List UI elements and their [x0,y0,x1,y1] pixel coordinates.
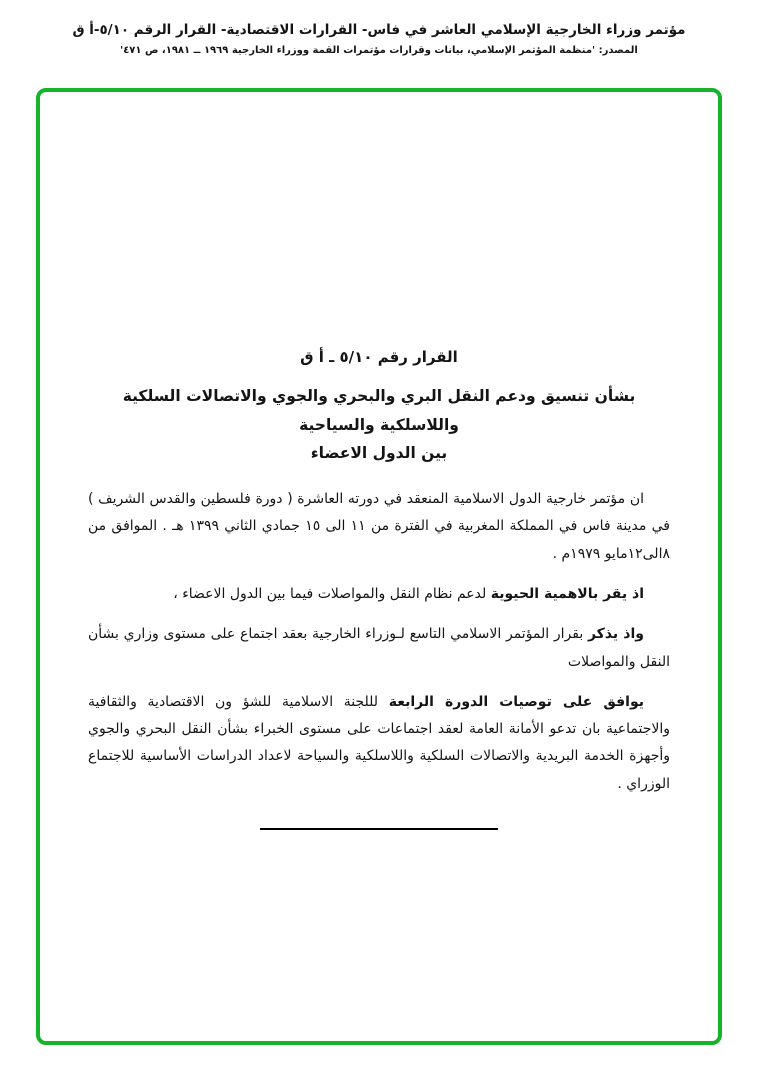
document-title [88,382,670,468]
page-header [0,0,758,58]
paragraph-resolution [88,689,670,798]
paragraph-text: لدعم نظام النقل والمواصلات فيما بين الدول الاعضاء ، [173,585,491,602]
document-title-line1: بشأن تنسيق ودعم النقل البري والبحري والجوي والاتصالات السلكية واللاسلكية والسياحية [122,387,636,434]
end-divider [260,828,498,830]
paragraph-acknowledge [88,581,670,608]
paragraph-text: بقرار المؤتمر الاسلامي التاسع لـوزراء الخارجية بعقد اجتماع على مستوى وزاري بشأن النقل والمواصلات [88,626,670,670]
document-content [40,92,718,830]
document-body [88,486,670,798]
paragraph-text: ان مؤتمر خارجية الدول الاسلامية المنعقد في دورته العاشرة ( دورة فلسطين والقدس الشريف ) في مدينة فاس في المملكة المغربية في الفترة من ١١ الى ١٥ جمادي الثاني ١٣٩٩ هـ . الموافق من ٨الى١٢مايو ١٩٧٩م . [88,491,670,562]
paragraph-lead: اذ يقر بالاهمية الحيوية [490,585,644,602]
paragraph-lead: واذ يذكر [587,626,644,643]
resolution-number: القرار رقم ٥/١٠ ـ أ ق [300,348,458,366]
header-source: المصدر: 'منظمة المؤتمر الإسلامي، بيانات وقرارات مؤتمرات القمة ووزراء الخارجية ١٩٦٩ ــ ١٩٨١، ص ٤٧١' [120,45,638,57]
header-title: مؤتمر وزراء الخارجية الإسلامي العاشر في فاس- القرارات الاقتصادية- القرار الرقم ٥/١٠-أ ق [72,22,686,38]
paragraph-preamble [88,486,670,568]
paragraph-lead: يوافق على توصيات الدورة الرابعة [388,693,644,710]
paragraph-text: لللجنة الاسلامية للشؤ ون الاقتصادية والثقافية والاجتماعية بان تدعو الأمانة العامة لعقد اجتماعات على مستوى الخبراء بشأن النقل البحري والجوي وأجهزة الخدمة البريدية والاتصالات السلكية واللاسلكية والسياحة لاعداد الدراسات الأساسية للاجتماع الوزراي . [88,693,670,792]
document-title-line2: بين الدول الاعضاء [310,444,448,463]
paragraph-recall [88,621,670,676]
document-green-frame [36,88,722,1045]
